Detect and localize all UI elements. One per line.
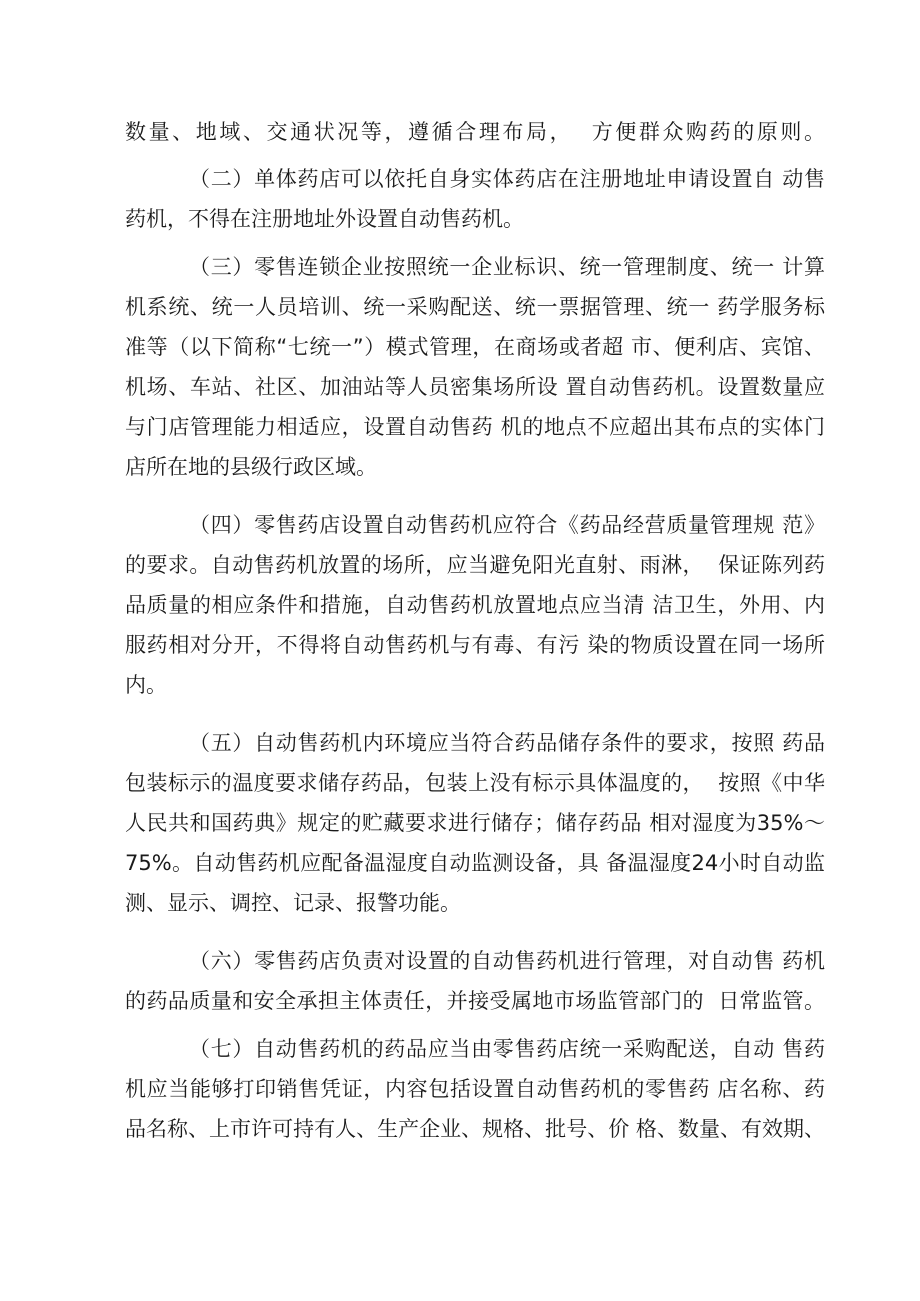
text-line: 品质量的相应条件和措施，自动售药机放置地点应当清 洁卫生，外用、内: [125, 593, 825, 617]
text-line: 机应当能够打印销售凭证，内容包括设置自动售药机的零售药 店名称、药: [125, 1077, 825, 1101]
text-line: 测、显示、调控、记录、报警功能。: [125, 891, 461, 915]
text-line: （二）单体药店可以依托自身实体药店在注册地址申请设置自 动售: [189, 167, 825, 191]
text-line: 包装标示的温度要求储存药品，包装上没有标示具体温度的， 按照《中华: [125, 771, 825, 795]
text-line: 店所在地的县级行政区域。: [125, 455, 377, 479]
text-line: 品名称、上市许可持有人、生产企业、规格、批号、价 格、数量、有效期、: [125, 1117, 825, 1141]
text-line: 机场、车站、社区、加油站等人员密集场所设 置自动售药机。设置数量应: [125, 375, 825, 399]
text-line: 75%。自动售药机应配备温湿度自动监测设备，具 备温湿度24小时自动监: [125, 851, 825, 875]
text-line: 药机，不得在注册地址外设置自动售药机。: [125, 207, 524, 231]
text-line: 的要求。自动售药机放置的场所，应当避免阳光直射、雨淋， 保证陈列药: [125, 553, 825, 577]
text-line: 数量、地域、交通状况等，遵循合理布局， 方便群众购药的原则。: [125, 120, 825, 144]
text-line: （六）零售药店负责对设置的自动售药机进行管理，对自动售 药机: [189, 949, 825, 973]
text-line: 内。: [125, 673, 167, 697]
text-line: 服药相对分开，不得将自动售药机与有毒、有污 染的物质设置在同一场所: [125, 633, 825, 657]
text-line: （五）自动售药机内环境应当符合药品储存条件的要求，按照 药品: [189, 731, 825, 755]
text-line: （七）自动售药机的药品应当由零售药店统一采购配送，自动 售药: [189, 1037, 825, 1061]
text-line: （三）零售连锁企业按照统一企业标识、统一管理制度、统一 计算: [189, 255, 825, 279]
text-line: （四）零售药店设置自动售药机应符合《药品经营质量管理规 范》: [189, 513, 825, 537]
text-line: 与门店管理能力相适应，设置自动售药 机的地点不应超出其布点的实体门: [125, 415, 825, 439]
text-line: 机系统、统一人员培训、统一采购配送、统一票据管理、统一 药学服务标: [125, 295, 825, 319]
text-line: 人民共和国药典》规定的贮藏要求进行储存；储存药品 相对湿度为35%～: [125, 811, 825, 835]
text-line: 的药品质量和安全承担主体责任，并接受属地市场监管部门的 日常监管。: [125, 989, 825, 1013]
text-line: 准等（以下简称“七统一”）模式管理，在商场或者超 市、便利店、宾馆、: [125, 335, 825, 359]
